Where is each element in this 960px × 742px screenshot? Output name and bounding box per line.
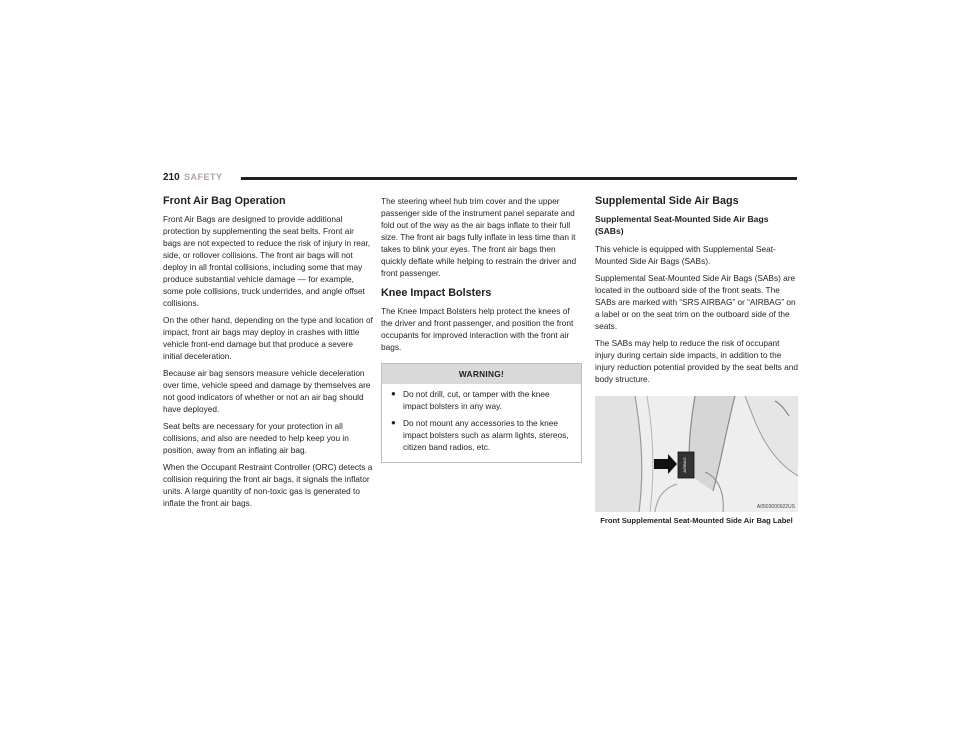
warning-item-text: Do not mount any accessories to the knee impact bolsters such as alarm lights, stereos, citizen band radios, etc. xyxy=(403,418,569,452)
warning-item xyxy=(390,417,573,453)
column-middle xyxy=(381,195,582,463)
paragraph: Supplemental Seat-Mounted Side Air Bags (SABs) are located in the outboard side of the front seats. The SABs are marked with “SRS AIRBAG” or “AIRBAG” on a label or on the seat trim on the outboard side of the seats. xyxy=(595,273,796,331)
airbag-label-text: AIRBAG xyxy=(682,457,687,473)
paragraph: The Knee Impact Bolsters help protect the knees of the driver and front passenger, and position the front occupants for improved interaction with the front air bags. xyxy=(381,306,574,352)
paragraph: Front Air Bags are designed to provide additional protection by supplementing the seat belts. Front air bags are not expected to reduce the risk of injury in rear, side, or rollover collisions. The front air bags will not deploy in all frontal collisions, including some that may produce substantial vehicle damage — for example, some pole collisions, truck underrides, and angle offset collisions. xyxy=(163,214,371,308)
front-air-bag-operation-heading: Front Air Bag Operation xyxy=(163,195,286,207)
section-title: SAFETY xyxy=(184,172,223,182)
figure-code: A0503000922US xyxy=(756,504,795,510)
paragraph: The SABs may help to reduce the risk of occupant injury during certain side impacts, in addition to the injury reduction potential provided by the seat belts and body structure. xyxy=(595,338,798,384)
paragraph: Seat belts are necessary for your protection in all collisions, and also are needed to help keep you in position, away from an inflating air bag. xyxy=(163,421,349,455)
column-left xyxy=(163,195,373,514)
paragraph: On the other hand, depending on the type and location of impact, front air bags may deploy in crashes with little vehicle front-end damage but that produce a severe initial deceleration. xyxy=(163,315,373,361)
header-rule xyxy=(241,177,797,180)
page-header xyxy=(163,172,797,186)
seat-illustration xyxy=(595,396,798,512)
bullet-icon: ● xyxy=(391,418,396,427)
bullet-icon: ● xyxy=(391,389,396,398)
seat-mounted-sabs-subheading: Supplemental Seat-Mounted Side Air Bags (SABs) xyxy=(595,214,769,236)
paragraph: Because air bag sensors measure vehicle deceleration over time, vehicle speed and damage by themselves are not good indicators of whether or not an air bag should have deployed. xyxy=(163,368,371,414)
paragraph: This vehicle is equipped with Supplemental Seat-Mounted Side Air Bags (SABs). xyxy=(595,244,776,266)
warning-list xyxy=(382,384,581,462)
paragraph: The steering wheel hub trim cover and the upper passenger side of the instrument panel separate and fold out of the way as the air bags inflate to their full size. The front air bags fully inflate in less time than it takes to blink your eyes. The front air bags then quickly deflate while helping to restrain the driver and front passenger. xyxy=(381,196,577,278)
warning-box xyxy=(381,363,582,463)
page-number: 210 xyxy=(163,172,180,183)
figure-caption: Front Supplemental Seat-Mounted Side Air Bag Label xyxy=(600,516,793,525)
column-right xyxy=(595,195,798,527)
supplemental-side-air-bags-heading: Supplemental Side Air Bags xyxy=(595,195,739,207)
paragraph: When the Occupant Restraint Controller (ORC) detects a collision requiring the front air bags, it signals the inflator units. A large quantity of non-toxic gas is generated to inflate the front air bags. xyxy=(163,462,373,508)
knee-impact-bolsters-heading: Knee Impact Bolsters xyxy=(381,287,492,299)
warning-item-text: Do not drill, cut, or tamper with the knee impact bolsters in any way. xyxy=(403,389,550,411)
warning-item xyxy=(390,388,573,412)
warning-title: WARNING! xyxy=(382,364,581,384)
seat-airbag-label-illustration xyxy=(595,396,798,512)
